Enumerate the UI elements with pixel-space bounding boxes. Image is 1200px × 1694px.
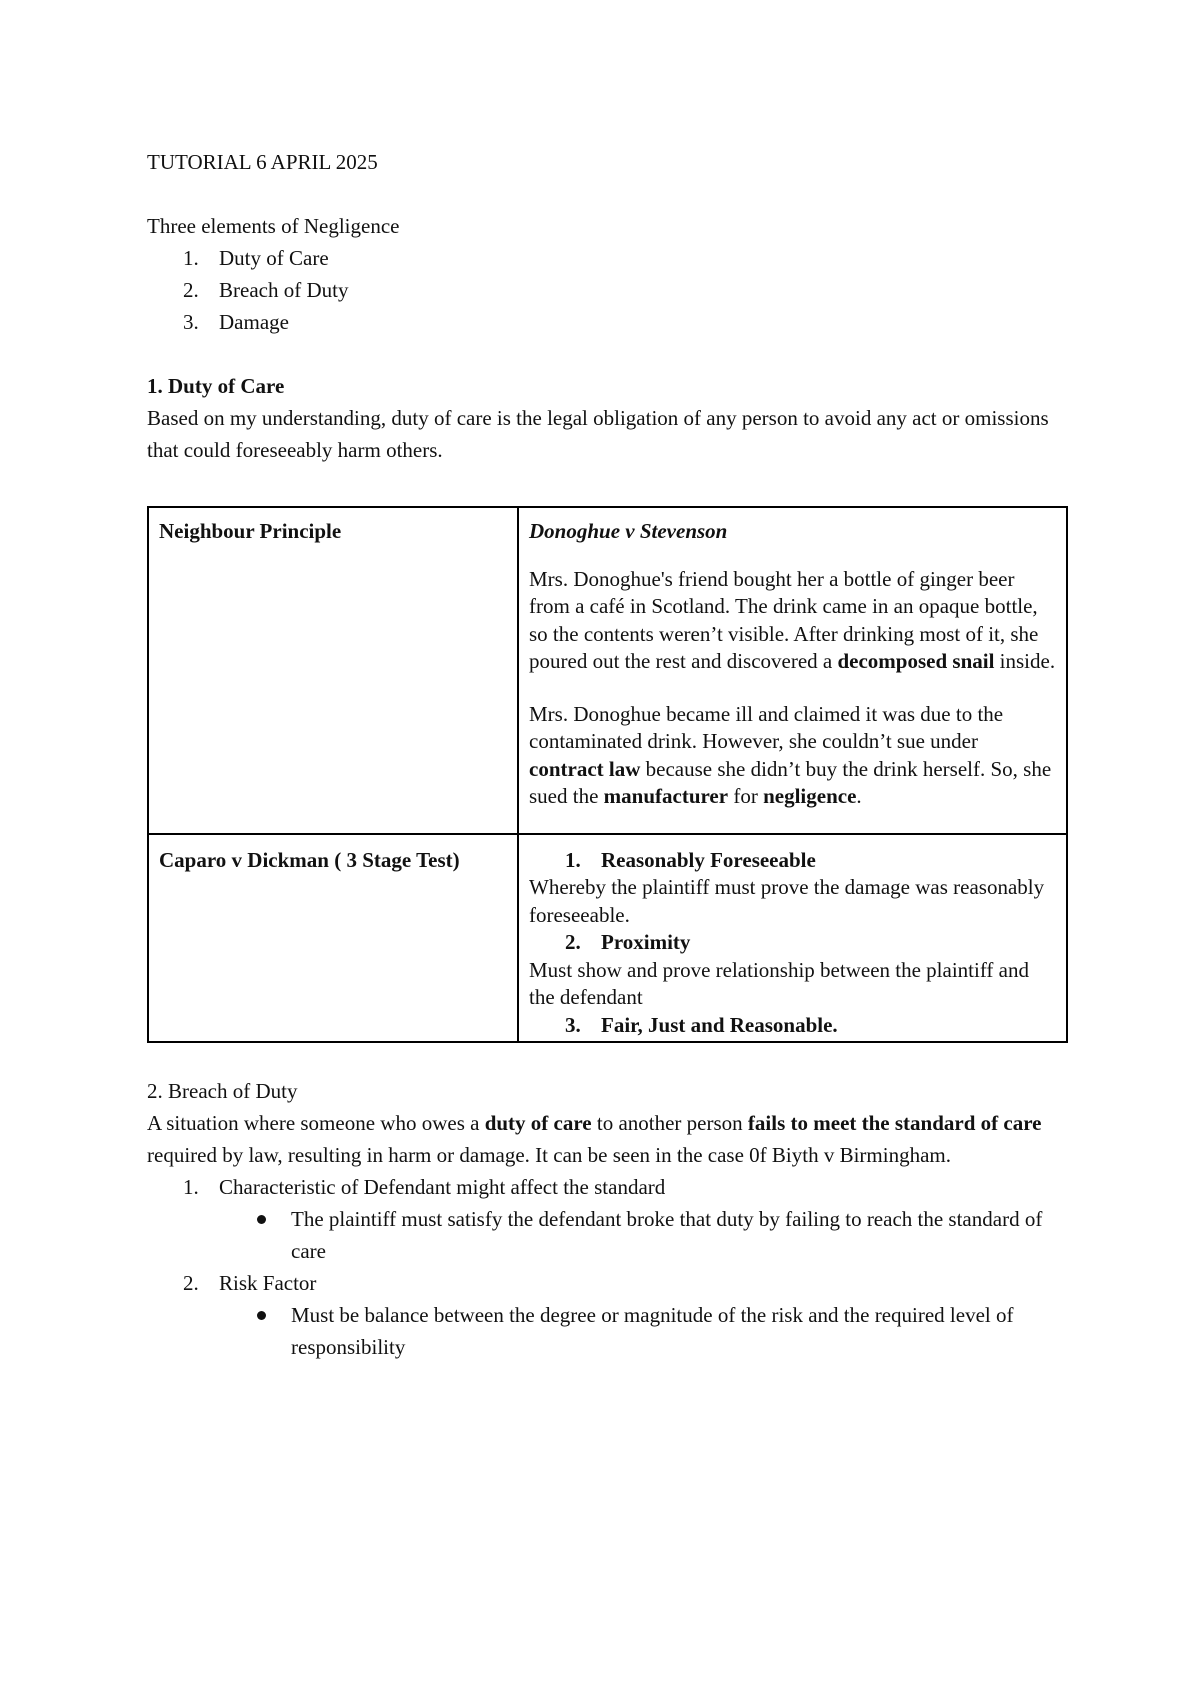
table-cell-content <box>518 834 1067 1043</box>
list-item <box>147 242 1067 274</box>
list-text: Damage <box>219 310 289 334</box>
list-text: Characteristic of Defendant might affect the standard <box>219 1175 666 1199</box>
table-cell-label <box>148 834 518 1043</box>
cases-table <box>147 506 1068 1043</box>
list-text: Duty of Care <box>219 246 329 270</box>
list-item <box>147 306 1067 338</box>
case-name: Donoghue v Stevenson <box>529 519 728 543</box>
list-text: Breach of Duty <box>219 278 349 302</box>
bullet-icon <box>257 1215 266 1224</box>
elements-intro: Three elements of Negligence <box>147 214 400 238</box>
document-content <box>147 146 1067 1363</box>
list-number: 1. <box>183 1175 199 1199</box>
bullet-item: The plaintiff must satisfy the defendant broke that duty by failing to reach the standard of care <box>219 1203 1067 1267</box>
stage-title: 2. Proximity <box>565 930 691 954</box>
bullet-list <box>147 1203 1067 1267</box>
table-row <box>148 507 1067 834</box>
list-item <box>147 1267 1067 1299</box>
breach-list <box>147 1171 1067 1203</box>
list-text: Risk Factor <box>219 1271 317 1295</box>
case-paragraph: Mrs. Donoghue's friend bought her a bottle of ginger beer from a café in Scotland. The drink came in an opaque bottle, so the contents weren’t visible. After drinking most of it, she poured out the rest and discovered a decomposed snail inside. <box>529 566 1056 673</box>
stage-title: 3. Fair, Just and Reasonable. <box>565 1012 838 1037</box>
bullet-icon <box>257 1311 266 1320</box>
list-number: 3. <box>183 310 199 334</box>
list-number: 2. <box>183 278 199 302</box>
breach-heading: 2. Breach of Duty <box>147 1079 298 1103</box>
elements-list <box>147 242 1067 338</box>
case-paragraph: Mrs. Donoghue became ill and claimed it was due to the contaminated drink. However, she couldn’t sue under contract law because she didn’t buy the drink herself. So, she sued the manufacturer for negligence. <box>529 701 1052 808</box>
row-label: Neighbour Principle <box>159 519 342 543</box>
table-cell-label <box>148 507 518 834</box>
stage-description: Must show and prove relationship between the plaintiff and the defendant <box>529 957 1030 1009</box>
table-cell-content <box>518 507 1067 834</box>
bullet-item: Must be balance between the degree or magnitude of the risk and the required level of responsibility <box>219 1299 1067 1363</box>
list-number: 1. <box>183 246 199 270</box>
duty-definition: Based on my understanding, duty of care is the legal obligation of any person to avoid any act or omissions that could foreseeably harm others. <box>147 406 1049 462</box>
breach-paragraph: A situation where someone who owes a duty of care to another person fails to meet the standard of care required by law, resulting in harm or damage. It can be seen in the case 0f Biyth v Birmingham. <box>147 1111 1042 1167</box>
document-title: TUTORIAL 6 APRIL 2025 <box>147 150 378 174</box>
bullet-list <box>147 1299 1067 1363</box>
duty-heading: 1. Duty of Care <box>147 374 285 398</box>
table-row <box>148 834 1067 1043</box>
stage-title: 1. Reasonably Foreseeable <box>565 847 816 872</box>
stage-description: Whereby the plaintiff must prove the damage was reasonably foreseeable. <box>529 875 1045 927</box>
breach-list <box>147 1267 1067 1299</box>
list-item <box>147 1171 1067 1203</box>
list-number: 2. <box>183 1271 199 1295</box>
row-label: Caparo v Dickman ( 3 Stage Test) <box>159 847 460 872</box>
list-item <box>147 274 1067 306</box>
